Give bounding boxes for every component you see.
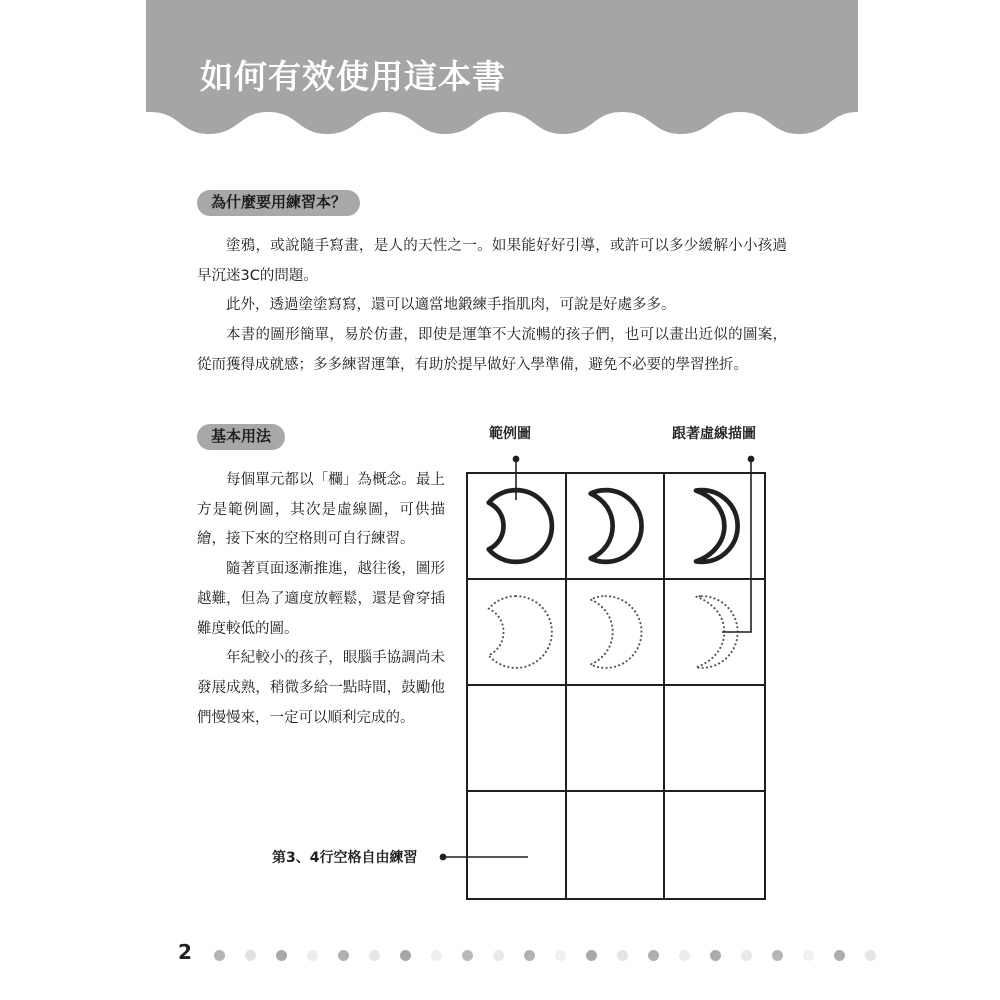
grid-cell-r1c3 <box>665 474 764 580</box>
footer-dot <box>245 950 256 961</box>
section-pill-basic: 基本用法 <box>197 424 285 450</box>
moon-thin-solid-icon <box>676 487 754 565</box>
page-number: 2 <box>178 940 192 964</box>
footer-dot <box>400 950 411 961</box>
moon-gibbous-solid-icon <box>477 487 555 565</box>
footer-dot <box>741 950 752 961</box>
moon-thin-dotted-icon <box>676 593 754 671</box>
footer-dot <box>617 950 628 961</box>
footer-dot <box>462 950 473 961</box>
footer-dot <box>276 950 287 961</box>
footer-dot <box>679 950 690 961</box>
grid-cell-r1c2 <box>567 474 666 580</box>
footer-dot <box>710 950 721 961</box>
paragraph: 隨著頁面逐漸推進，越往後，圖形越難，但為了適度放輕鬆，還是會穿插難度較低的圖。 <box>197 561 445 637</box>
page-title: 如何有效使用這本書 <box>200 57 506 96</box>
footer-dot <box>493 950 504 961</box>
callout-label-free-rows: 第3、4行空格自由練習 <box>272 850 418 866</box>
footer-dot <box>803 950 814 961</box>
grid-cell-r4c1 <box>468 792 567 898</box>
grid-cell-r3c1 <box>468 686 567 792</box>
footer-dot <box>369 950 380 961</box>
footer-dot <box>648 950 659 961</box>
footer-dot <box>307 950 318 961</box>
footer-dot <box>555 950 566 961</box>
footer-dot <box>834 950 845 961</box>
paragraph: 年紀較小的孩子，眼腦手協調尚未發展成熟，稍微多給一點時間，鼓勵他們慢慢來，一定可以順利完成的。 <box>197 650 445 726</box>
footer-dot <box>214 950 225 961</box>
footer-dot <box>865 950 876 961</box>
callout-label-example: 範例圖 <box>489 426 531 442</box>
grid-cell-r2c1 <box>468 580 567 686</box>
grid-cell-r3c2 <box>567 686 666 792</box>
moon-crescent-dotted-icon <box>576 593 654 671</box>
grid-cell-r3c3 <box>665 686 764 792</box>
grid-cell-r4c3 <box>665 792 764 898</box>
section-pill-why: 為什麼要用練習本？ <box>197 190 360 216</box>
paragraph: 塗鴉，或說隨手寫畫，是人的天性之一。如果能好好引導，或許可以多少緩解小小孩過早沉迷3C的問題。 <box>197 238 787 284</box>
footer-dot <box>772 950 783 961</box>
paragraph: 每個單元都以「欄」為概念。最上方是範例圖，其次是虛線圖，可供描繪，接下來的空格則可自行練習。 <box>197 472 445 548</box>
section-body-why <box>197 232 787 381</box>
moon-gibbous-dotted-icon <box>477 593 555 671</box>
grid-cell-r2c2 <box>567 580 666 686</box>
paragraph: 此外，透過塗塗寫寫，還可以適當地鍛練手指肌肉，可說是好處多多。 <box>226 297 676 314</box>
grid-cell-r4c2 <box>567 792 666 898</box>
grid-cell-r2c3 <box>665 580 764 686</box>
footer-dot <box>586 950 597 961</box>
footer-dot <box>524 950 535 961</box>
callout-label-trace: 跟著虛線描圖 <box>672 426 756 442</box>
moon-crescent-solid-icon <box>576 487 654 565</box>
grid-cell-r1c1 <box>468 474 567 580</box>
footer-dot <box>338 950 349 961</box>
paragraph: 本書的圖形簡單，易於仿畫，即使是運筆不大流暢的孩子們，也可以畫出近似的圖案，從而獲得成就感；多多練習運筆，有助於提早做好入學準備，避免不必要的學習挫折。 <box>197 327 787 373</box>
footer-dot-row <box>214 950 876 961</box>
section-body-basic <box>197 466 445 733</box>
footer-dot <box>431 950 442 961</box>
practice-grid <box>466 472 766 900</box>
